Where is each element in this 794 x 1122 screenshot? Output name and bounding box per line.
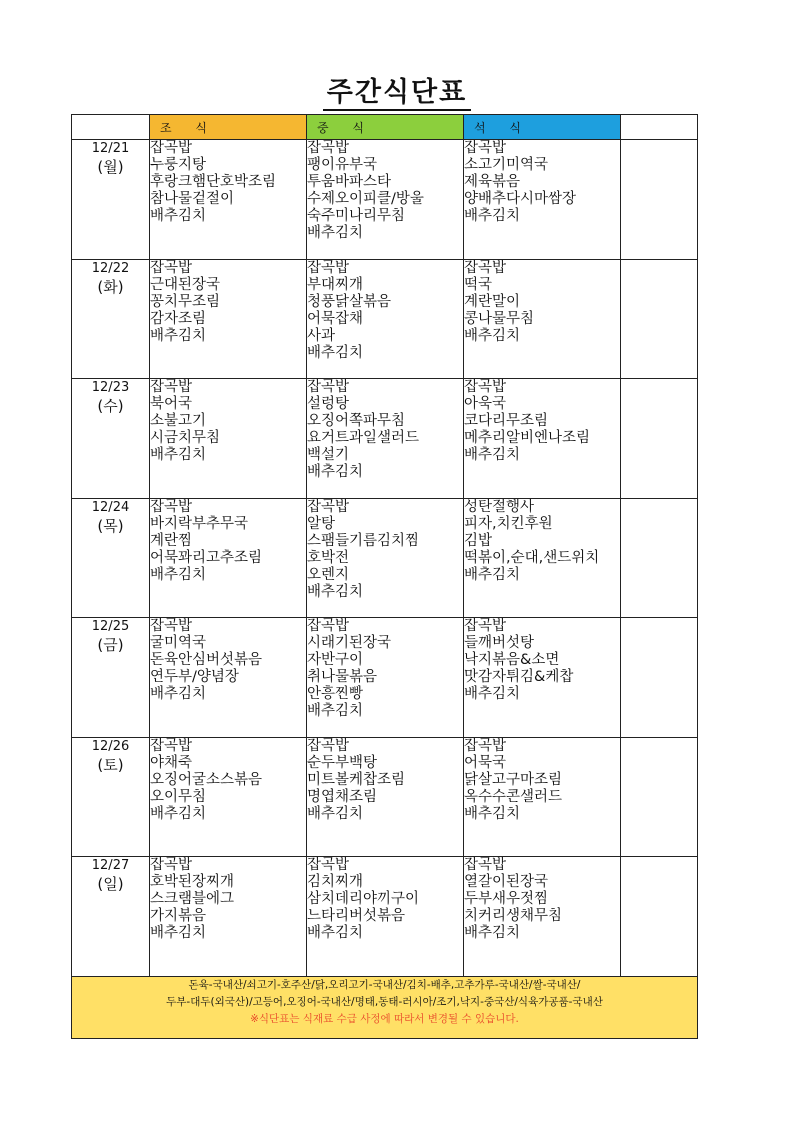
day-row <box>72 618 698 738</box>
menu-item: 돈육안심버섯볶음 <box>150 652 263 668</box>
menu-item: 김치찌개 <box>307 874 364 890</box>
menu-item: 낙지볶음&소면 <box>464 652 560 668</box>
dinner-menu-cell <box>464 857 621 977</box>
menu-item: 북어국 <box>150 396 193 412</box>
page-title-text: 주간식단표 <box>323 77 471 111</box>
dinner-menu-cell <box>464 379 621 499</box>
menu-item: 소불고기 <box>150 413 207 429</box>
menu-item: 배추김치 <box>150 566 207 583</box>
breakfast-menu-cell <box>150 140 307 260</box>
menu-item: 후랑크햄단호박조림 <box>150 174 277 190</box>
lunch-menu-cell <box>307 857 464 977</box>
menu-item: 배추김치 <box>307 925 364 941</box>
menu-item: 꽁치무조림 <box>150 293 221 310</box>
lunch-menu-cell <box>307 379 464 499</box>
menu-item: 야채죽 <box>150 754 193 771</box>
dinner-menu-cell <box>464 140 621 260</box>
menu-item: 가지볶음 <box>150 908 207 924</box>
day-date: 12/24 <box>91 499 130 515</box>
day-weekday: (토) <box>97 755 124 774</box>
menu-item: 근대된장국 <box>150 276 221 293</box>
menu-item: 스팸들기름김치찜 <box>307 532 420 549</box>
menu-header-row <box>72 115 698 140</box>
day-date: 12/23 <box>91 380 130 395</box>
menu-item: 배추김치 <box>307 225 364 241</box>
menu-item: 백설기 <box>307 447 350 463</box>
menu-change-notice: ※식단표는 식재료 수급 사정에 따라서 변경될 수 있습니다. <box>250 1012 519 1025</box>
menu-item: 배추김치 <box>464 805 521 822</box>
breakfast-menu-cell <box>150 498 307 618</box>
breakfast-menu-cell <box>150 259 307 379</box>
menu-item: 잡곡밥 <box>307 857 350 873</box>
extra-blank-cell <box>621 737 698 857</box>
menu-item: 배추김치 <box>150 686 207 702</box>
dinner-menu-cell <box>464 737 621 857</box>
menu-item: 배추김치 <box>150 447 207 463</box>
header-blank-cell <box>72 115 150 140</box>
day-label-cell <box>72 737 150 857</box>
menu-item: 잡곡밥 <box>464 259 507 276</box>
menu-item: 잡곡밥 <box>150 259 193 276</box>
extra-blank-cell <box>621 259 698 379</box>
day-label-cell <box>72 498 150 618</box>
header-dinner: 석 식 <box>464 115 621 140</box>
menu-item: 배추김치 <box>150 805 207 822</box>
menu-item: 떡국 <box>464 276 493 293</box>
menu-item: 수제오이피클/방울 <box>307 191 424 207</box>
weekly-menu-table <box>71 114 698 1039</box>
menu-item: 연두부/양념장 <box>150 669 239 685</box>
extra-blank-cell <box>621 857 698 977</box>
lunch-menu-cell <box>307 498 464 618</box>
menu-item: 잡곡밥 <box>307 737 350 754</box>
menu-item: 잡곡밥 <box>150 498 193 515</box>
header-extra-cell <box>621 115 698 140</box>
menu-item: 들깨버섯탕 <box>464 635 535 651</box>
menu-item: 투움바파스타 <box>307 174 392 190</box>
menu-item: 어묵잡채 <box>307 310 364 327</box>
menu-item: 잡곡밥 <box>464 140 507 156</box>
menu-item: 계란찜 <box>150 532 193 549</box>
menu-item: 코다리무조림 <box>464 413 549 429</box>
menu-item: 사과 <box>307 327 336 344</box>
day-label-cell <box>72 379 150 499</box>
menu-item: 배추김치 <box>464 327 521 344</box>
menu-item: 배추김치 <box>464 925 521 941</box>
menu-item: 잡곡밥 <box>464 737 507 754</box>
day-weekday: (월) <box>97 158 124 176</box>
menu-item: 설렁탕 <box>307 396 350 412</box>
menu-item: 잡곡밥 <box>150 140 193 156</box>
menu-item: 잡곡밥 <box>307 140 350 156</box>
menu-item: 배추김치 <box>307 805 364 822</box>
menu-item: 배추김치 <box>150 327 207 344</box>
menu-item: 시래기된장국 <box>307 635 392 651</box>
menu-item: 어묵국 <box>464 754 507 771</box>
menu-item: 배추김치 <box>464 566 521 583</box>
extra-blank-cell <box>621 498 698 618</box>
menu-item: 오징어굴소스볶음 <box>150 771 263 788</box>
menu-item: 배추김치 <box>150 925 207 941</box>
menu-item: 잡곡밥 <box>307 618 350 634</box>
breakfast-menu-cell <box>150 379 307 499</box>
menu-item: 어묵꽈리고추조림 <box>150 549 263 566</box>
day-row <box>72 498 698 618</box>
lunch-menu-cell <box>307 618 464 738</box>
day-date: 12/27 <box>91 858 130 873</box>
lunch-menu-cell <box>307 737 464 857</box>
menu-item: 배추김치 <box>307 703 364 719</box>
menu-item: 배추김치 <box>464 447 521 463</box>
menu-item: 옥수수콘샐러드 <box>464 788 563 805</box>
day-row <box>72 737 698 857</box>
menu-item: 명엽채조림 <box>307 788 378 805</box>
menu-item: 취나물볶음 <box>307 669 378 685</box>
breakfast-menu-cell <box>150 737 307 857</box>
dinner-menu-cell <box>464 618 621 738</box>
day-weekday: (화) <box>97 277 124 296</box>
menu-item: 바지락부추무국 <box>150 515 249 532</box>
day-date: 12/26 <box>91 738 130 754</box>
menu-item: 피자,치킨후원 <box>464 515 553 532</box>
day-label-cell <box>72 140 150 260</box>
day-date: 12/21 <box>91 141 130 156</box>
day-row <box>72 140 698 260</box>
dinner-menu-cell <box>464 498 621 618</box>
menu-item: 잡곡밥 <box>150 737 193 754</box>
menu-item: 맛감자튀김&케찹 <box>464 669 574 685</box>
day-weekday: (금) <box>97 636 124 654</box>
origin-info-line-2: 두부-대두(외국산)/고등어,오징어-국내산/명태,동태-러시아/조기,낙지-중국산/식육가공품-국내산 <box>166 995 603 1008</box>
menu-item: 치커리생채무침 <box>464 908 563 924</box>
menu-item: 참나물겉절이 <box>150 191 235 207</box>
menu-item: 잡곡밥 <box>464 857 507 873</box>
breakfast-menu-cell <box>150 618 307 738</box>
breakfast-menu-cell <box>150 857 307 977</box>
day-date: 12/25 <box>91 619 130 634</box>
menu-item: 순두부백탕 <box>307 754 378 771</box>
day-label-cell <box>72 857 150 977</box>
menu-item: 요거트과일샐러드 <box>307 430 420 446</box>
menu-item: 잡곡밥 <box>150 379 193 395</box>
menu-item: 배추김치 <box>307 344 364 361</box>
menu-item: 김밥 <box>464 532 493 549</box>
menu-item: 배추김치 <box>464 686 521 702</box>
menu-item: 배추김치 <box>307 583 364 600</box>
menu-item: 알탕 <box>307 515 336 532</box>
menu-item: 열갈이된장국 <box>464 874 549 890</box>
menu-item: 아욱국 <box>464 396 507 412</box>
day-weekday: (일) <box>97 875 124 893</box>
day-weekday: (목) <box>97 516 124 535</box>
extra-blank-cell <box>621 379 698 499</box>
menu-item: 콩나물무침 <box>464 310 535 327</box>
day-label-cell <box>72 259 150 379</box>
menu-item: 청풍닭살볶음 <box>307 293 392 310</box>
menu-item: 잡곡밥 <box>307 498 350 515</box>
page-title <box>0 70 794 109</box>
menu-item: 메추리알비엔나조림 <box>464 430 591 446</box>
lunch-menu-cell <box>307 259 464 379</box>
menu-item: 배추김치 <box>307 464 364 480</box>
menu-item: 미트볼케찹조림 <box>307 771 406 788</box>
menu-item: 잡곡밥 <box>464 618 507 634</box>
menu-item: 팽이유부국 <box>307 157 378 173</box>
menu-item: 잡곡밥 <box>307 379 350 395</box>
origin-info-footer <box>72 976 698 1038</box>
menu-item: 부대찌개 <box>307 276 364 293</box>
day-weekday: (수) <box>97 397 124 415</box>
menu-item: 스크램블에그 <box>150 891 235 907</box>
lunch-menu-cell <box>307 140 464 260</box>
menu-item: 양배추다시마쌈장 <box>464 191 577 207</box>
menu-item: 잡곡밥 <box>464 379 507 395</box>
menu-item: 배추김치 <box>464 208 521 224</box>
menu-item: 시금치무침 <box>150 430 221 446</box>
menu-item: 호박전 <box>307 549 350 566</box>
menu-item: 잡곡밥 <box>150 857 193 873</box>
menu-item: 닭살고구마조림 <box>464 771 563 788</box>
header-lunch: 중 식 <box>307 115 464 140</box>
menu-item: 오이무침 <box>150 788 207 805</box>
menu-item: 잡곡밥 <box>307 259 350 276</box>
day-row <box>72 857 698 977</box>
day-row <box>72 379 698 499</box>
menu-item: 자반구이 <box>307 652 364 668</box>
menu-item: 감자조림 <box>150 310 207 327</box>
menu-item: 숙주미나리무침 <box>307 208 406 224</box>
day-label-cell <box>72 618 150 738</box>
day-date: 12/22 <box>91 260 130 276</box>
menu-item: 오징어쪽파무침 <box>307 413 406 429</box>
menu-item: 안흥찐빵 <box>307 686 364 702</box>
extra-blank-cell <box>621 618 698 738</box>
header-breakfast: 조 식 <box>150 115 307 140</box>
menu-item: 호박된장찌개 <box>150 874 235 890</box>
menu-item: 누룽지탕 <box>150 157 207 173</box>
menu-item: 두부새우젓찜 <box>464 891 549 907</box>
dinner-menu-cell <box>464 259 621 379</box>
menu-item: 잡곡밥 <box>150 618 193 634</box>
menu-item: 굴미역국 <box>150 635 207 651</box>
menu-item: 제육볶음 <box>464 174 521 190</box>
menu-item: 소고기미역국 <box>464 157 549 173</box>
menu-item: 성탄절행사 <box>464 498 535 515</box>
menu-item: 느타리버섯볶음 <box>307 908 406 924</box>
day-row <box>72 259 698 379</box>
menu-item: 계란말이 <box>464 293 521 310</box>
menu-item: 오렌지 <box>307 566 350 583</box>
extra-blank-cell <box>621 140 698 260</box>
menu-item: 삼치데리야끼구이 <box>307 891 420 907</box>
menu-item: 떡볶이,순대,샌드위치 <box>464 549 600 566</box>
menu-item: 배추김치 <box>150 208 207 224</box>
origin-info-line-1: 돈육-국내산/쇠고기-호주산/닭,오리고기-국내산/김치-배추,고추가루-국내산/쌀-국내산/ <box>188 978 581 991</box>
